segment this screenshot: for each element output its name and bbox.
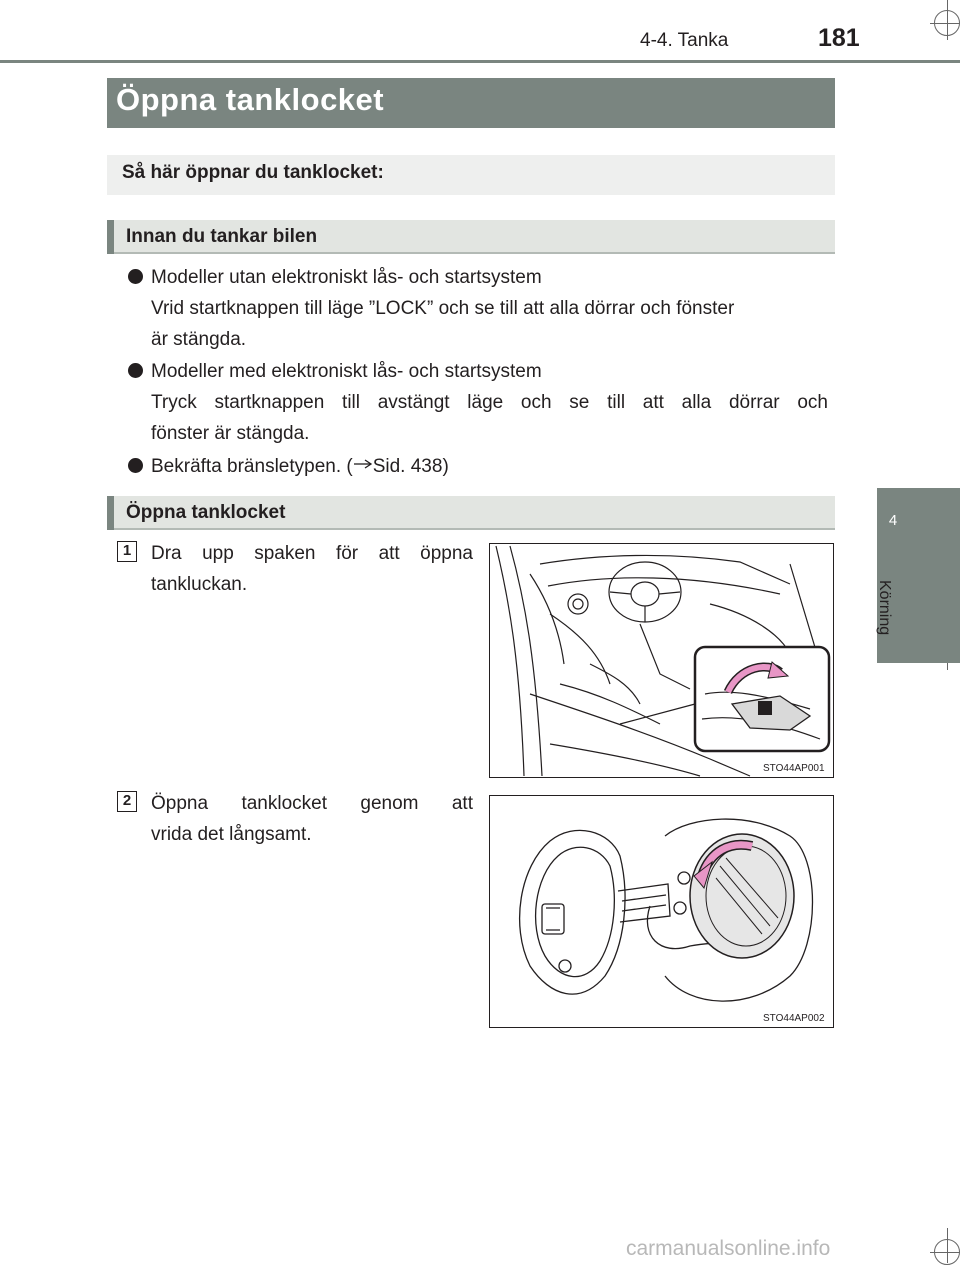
step-1-line: tankluckan. bbox=[151, 574, 248, 595]
right-arrow-icon bbox=[353, 458, 373, 470]
subheading-marker bbox=[107, 220, 114, 254]
chapter-label: Körning bbox=[876, 580, 893, 636]
section-label: 4-4. Tanka bbox=[640, 30, 729, 51]
header-rule bbox=[0, 60, 960, 63]
chapter-number: 4 bbox=[888, 512, 898, 529]
step-2-line: vrida det långsamt. bbox=[151, 824, 312, 845]
subheading-before-refuel-text: Innan du tankar bilen bbox=[126, 226, 318, 247]
page-number: 181 bbox=[818, 24, 860, 52]
bullet-icon bbox=[128, 363, 143, 378]
bullet-line: Tryck startknappen till avstängt läge och se till att alla dörrar och bbox=[151, 392, 828, 413]
bullet-icon bbox=[128, 269, 143, 284]
bullet-text-before: Bekräfta bränsletypen. ( bbox=[151, 456, 353, 477]
car-interior-illustration bbox=[490, 544, 833, 777]
figure-code: STO44AP002 bbox=[763, 1013, 825, 1024]
bullet-line: fönster är stängda. bbox=[151, 423, 310, 444]
bullet-line: är stängda. bbox=[151, 329, 247, 350]
bullet-title: Modeller med elektroniskt lås- och startsystem bbox=[151, 361, 542, 382]
crop-mark-top-right bbox=[930, 0, 960, 40]
figure-code: STO44AP001 bbox=[763, 763, 825, 774]
bullet-line: Vrid startknappen till läge ”LOCK” och se till att alla dörrar och fönster bbox=[151, 298, 735, 319]
step-2-line: Öppna tanklocket genom att bbox=[151, 793, 473, 814]
page-reference-link[interactable]: Sid. 438) bbox=[372, 456, 449, 477]
subheading-marker bbox=[107, 496, 114, 530]
bullet-icon bbox=[128, 458, 143, 473]
figure-fuel-door-lever bbox=[489, 543, 834, 778]
footer-watermark: carmanualsonline.info bbox=[626, 1237, 831, 1260]
fuel-cap-illustration bbox=[490, 796, 833, 1027]
bullet-fuel-type bbox=[151, 451, 449, 482]
step-number-2: 2 bbox=[117, 791, 137, 812]
step-1-line: Dra upp spaken för att öppna bbox=[151, 543, 473, 564]
subheading-open-cap-text: Öppna tanklocket bbox=[126, 502, 286, 523]
bullet-title: Modeller utan elektroniskt lås- och startsystem bbox=[151, 267, 542, 288]
figure-fuel-cap bbox=[489, 795, 834, 1028]
intro-text: Så här öppnar du tanklocket: bbox=[122, 162, 384, 183]
crop-mark-bottom-right bbox=[930, 1228, 960, 1263]
page-title: Öppna tanklocket bbox=[116, 82, 385, 117]
step-number-1: 1 bbox=[117, 541, 137, 562]
